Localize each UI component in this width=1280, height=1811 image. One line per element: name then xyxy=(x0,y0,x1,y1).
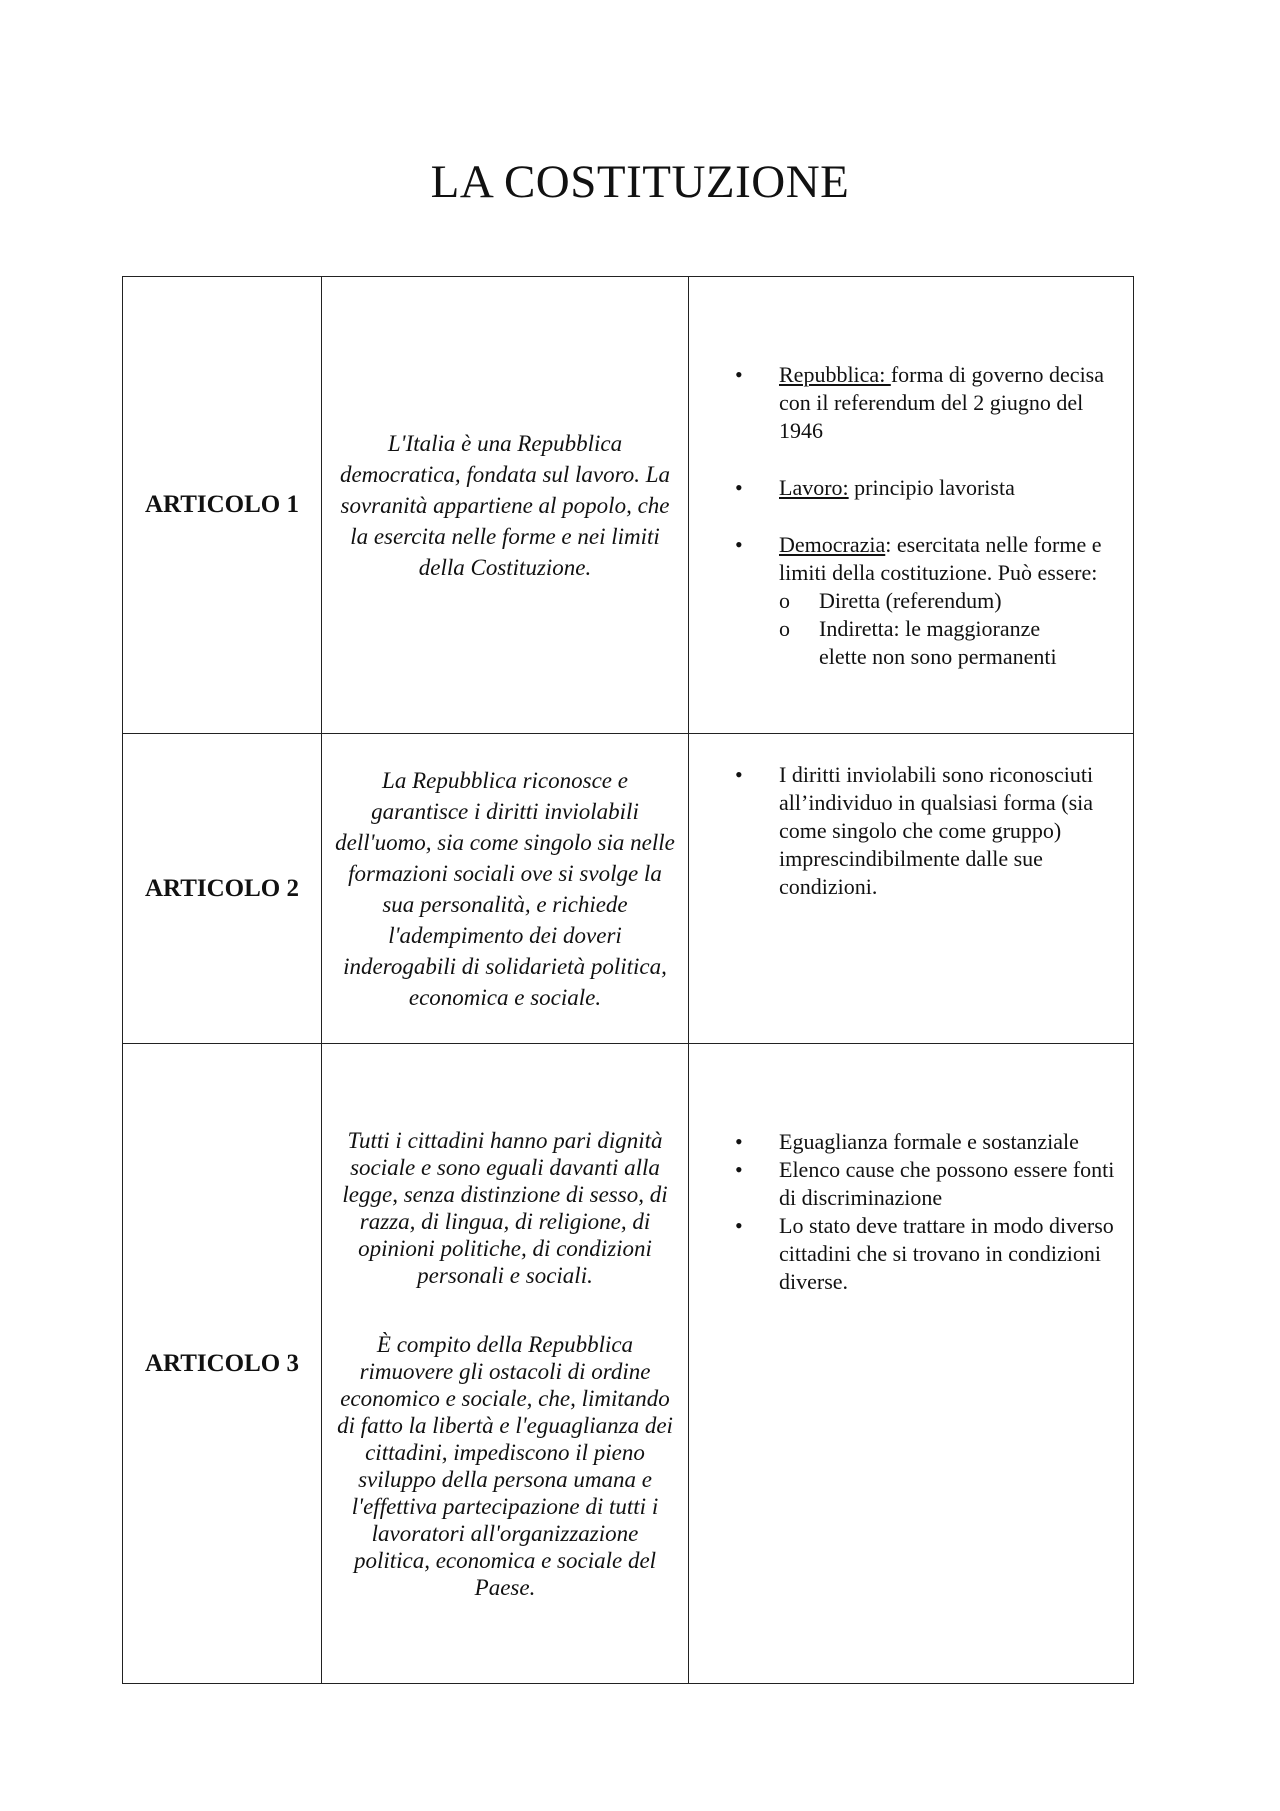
note-text: : esercitata nelle forme e limiti della costituzione. Può essere: xyxy=(779,532,1102,585)
note-item xyxy=(689,531,1123,671)
bullet-icon: • xyxy=(735,475,743,500)
article-row-3 xyxy=(123,1044,1134,1684)
note-item xyxy=(689,474,1123,502)
circle-bullet-icon: o xyxy=(779,616,790,641)
bullet-icon: • xyxy=(735,362,743,387)
article-notes xyxy=(689,277,1134,734)
article-paragraph: L'Italia è una Repubblica democratica, fondata sul lavoro. La sovranità appartiene al popolo, che la esercita nelle forme e nei limiti della Costituzione. xyxy=(339,430,671,580)
note-item xyxy=(689,1156,1123,1212)
bullet-icon: • xyxy=(735,762,743,787)
article-row-1 xyxy=(123,277,1134,734)
note-text: Elenco cause che possono essere fonti di discriminazione xyxy=(779,1157,1115,1210)
note-term: Repubblica: xyxy=(779,362,891,387)
bullet-icon: • xyxy=(735,1129,743,1154)
note-item xyxy=(689,1128,1123,1156)
bullet-icon: • xyxy=(735,532,743,557)
note-text: principio lavorista xyxy=(848,475,1015,500)
article-paragraph: È compito della Repubblica rimuovere gli ostacoli di ordine economico e sociale, che, limitando di fatto la libertà e l'eguaglianza dei cittadini, impediscono il pieno sviluppo della persona umana e l'effettiva partecipazione di tutti i lavoratori all'organizzazione politica, economica e sociale del Paese. xyxy=(337,1331,673,1600)
circle-bullet-icon: o xyxy=(779,588,790,613)
article-label: ARTICOLO 1 xyxy=(123,277,322,734)
note-item xyxy=(689,761,1123,901)
article-text xyxy=(322,734,689,1044)
article-paragraph: Tutti i cittadini hanno pari dignità sociale e sono eguali davanti alla legge, senza distinzione di sesso, di razza, di lingua, di religione, di opinioni politiche, di condizioni personali e sociali. xyxy=(342,1127,668,1288)
sub-item-text: Indiretta: le maggioranze elette non sono permanenti xyxy=(819,616,1057,669)
sub-list xyxy=(779,587,1123,671)
article-text xyxy=(322,277,689,734)
sub-item-text: Diretta (referendum) xyxy=(819,588,1002,613)
document-title: LA COSTITUZIONE xyxy=(430,156,850,208)
sub-item xyxy=(779,587,1123,615)
article-row-2 xyxy=(123,734,1134,1044)
bullet-icon: • xyxy=(735,1157,743,1182)
article-label: ARTICOLO 2 xyxy=(123,734,322,1044)
note-term: Democrazia xyxy=(779,532,886,557)
note-text: forma di governo decisa con il referendum del 2 giugno del 1946 xyxy=(779,362,1105,443)
note-item xyxy=(689,1212,1123,1296)
articles-table xyxy=(122,276,1134,1684)
article-notes xyxy=(689,734,1134,1044)
article-label: ARTICOLO 3 xyxy=(123,1044,322,1684)
note-text: I diritti inviolabili sono riconosciuti all’individuo in qualsiasi forma (sia come singolo che come gruppo) imprescindibilmente dalle sue condizioni. xyxy=(779,762,1094,899)
note-item xyxy=(689,361,1123,445)
sub-item xyxy=(779,615,1123,671)
note-text: Lo stato deve trattare in modo diverso cittadini che si trovano in condizioni diverse. xyxy=(779,1213,1114,1294)
note-text: Eguaglianza formale e sostanziale xyxy=(779,1129,1079,1154)
note-term: Lavoro: xyxy=(779,475,849,500)
article-text xyxy=(322,1044,689,1684)
article-paragraph: La Repubblica riconosce e garantisce i diritti inviolabili dell'uomo, sia come singolo sia nelle formazioni sociali ove si svolge la sua personalità, e richiede l'adempimento dei doveri inderogabili di solidarietà politica, economica e sociale. xyxy=(335,767,675,1010)
article-notes xyxy=(689,1044,1134,1684)
bullet-icon: • xyxy=(735,1213,743,1238)
